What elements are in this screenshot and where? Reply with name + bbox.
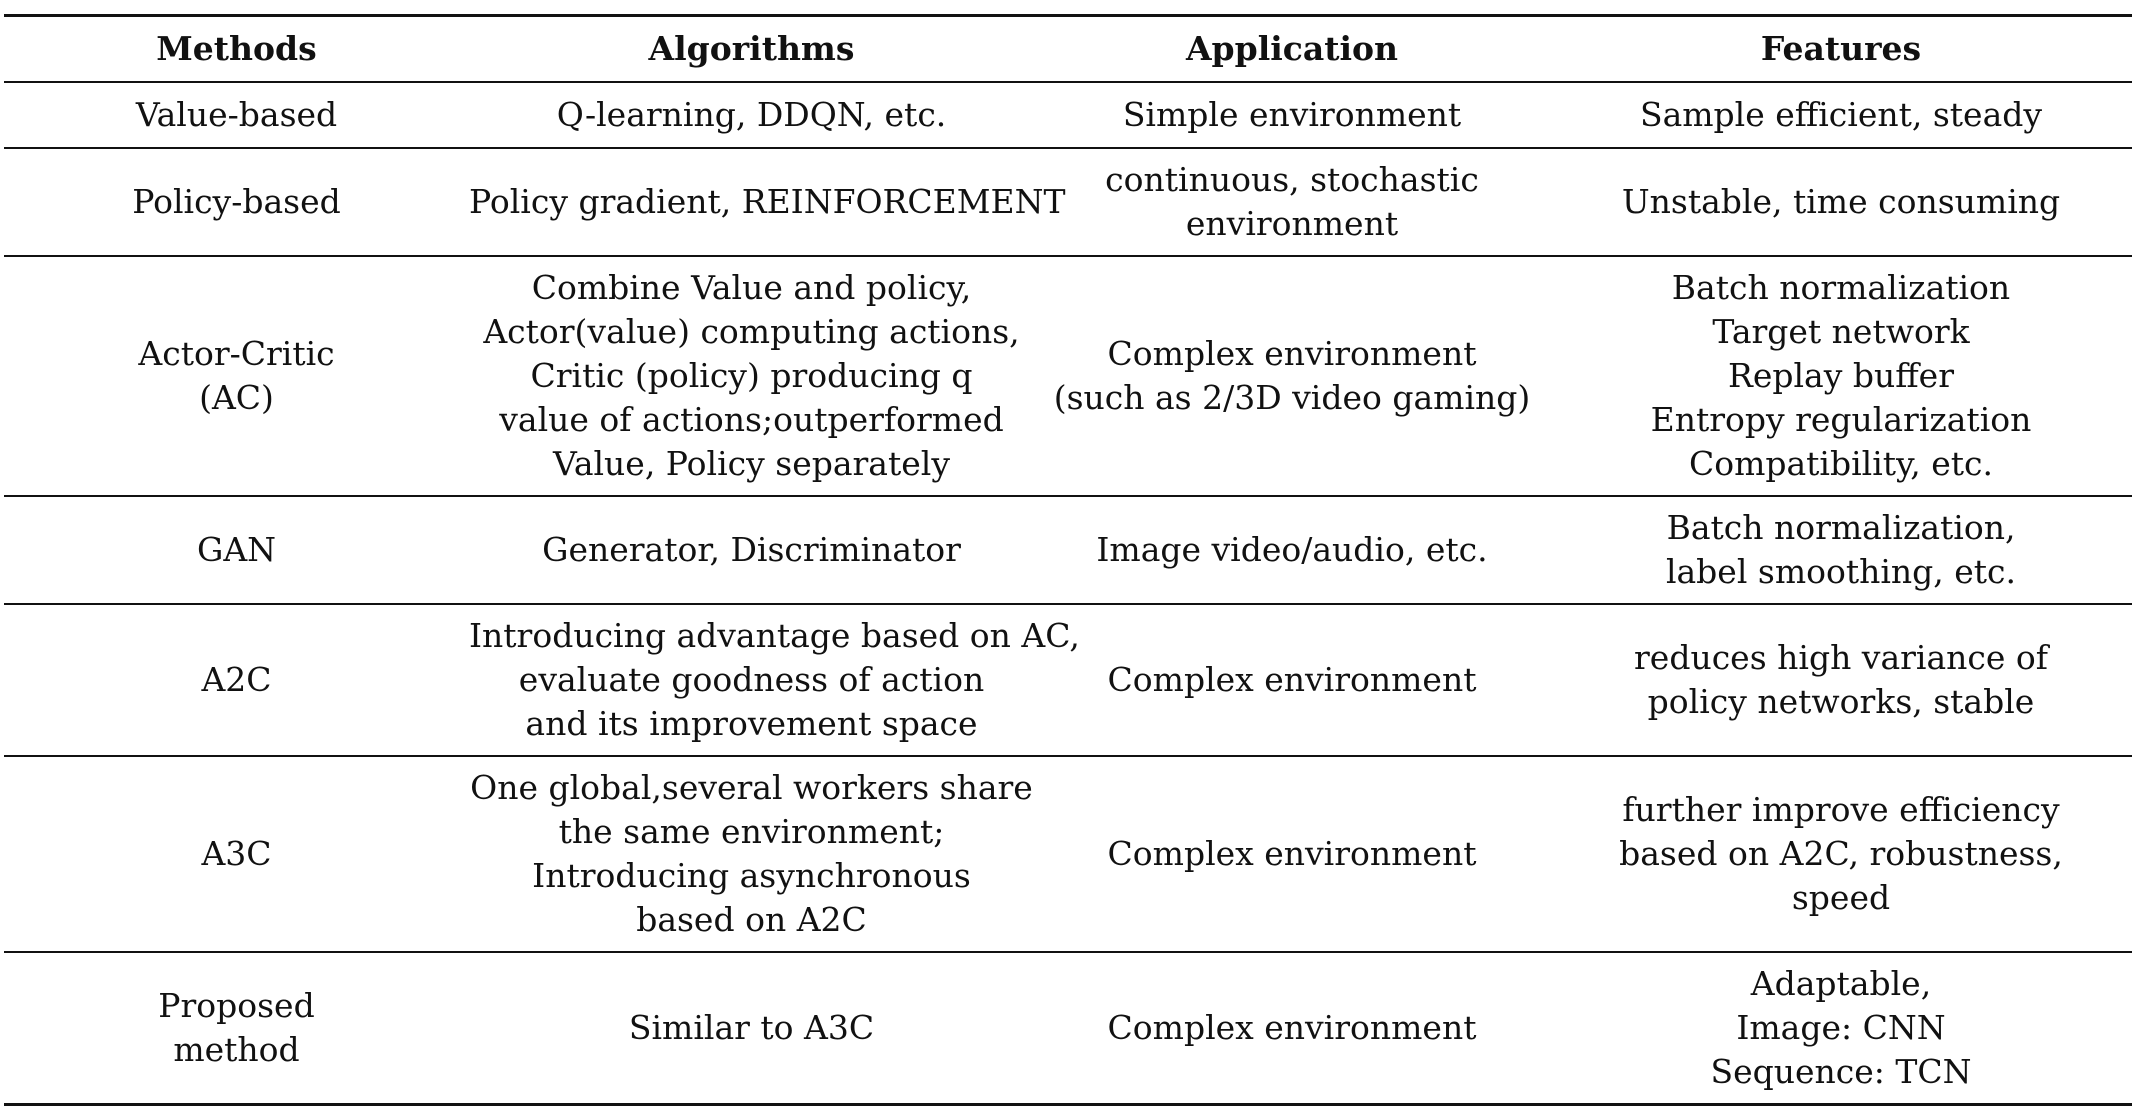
- cell-line: evaluate goodness of action: [518, 660, 985, 699]
- cell-line: further improve efficiency: [1622, 790, 2060, 829]
- algorithms-cell: [469, 256, 1034, 496]
- method-cell: [4, 604, 469, 756]
- cell-line: Similar to A3C: [628, 1008, 875, 1047]
- cell-line: Complex environment: [1107, 334, 1477, 373]
- cell-line: Policy-based: [132, 182, 341, 221]
- features-cell: [1550, 952, 2132, 1105]
- cell-line: GAN: [196, 530, 277, 569]
- application-cell: [1034, 148, 1550, 256]
- table-row: [4, 604, 2132, 756]
- cell-line: reduces high variance of: [1634, 638, 2048, 677]
- algorithms-cell: [469, 756, 1034, 952]
- application-cell: [1034, 756, 1550, 952]
- cell-line: Complex environment: [1107, 660, 1477, 699]
- table-row: [4, 148, 2132, 256]
- features-cell: [1550, 82, 2132, 148]
- cell-line: Introducing advantage based on AC,: [469, 616, 1080, 655]
- header-row: [4, 16, 2132, 83]
- cell-line: based on A2C, robustness,: [1619, 834, 2063, 873]
- cell-line: Proposed: [158, 986, 315, 1025]
- cell-line: continuous, stochastic: [1105, 160, 1479, 199]
- cell-line: A2C: [201, 660, 272, 699]
- cell-line: Compatibility, etc.: [1688, 444, 1994, 483]
- application-cell: [1034, 496, 1550, 604]
- cell-line: Replay buffer: [1728, 356, 1954, 395]
- cell-line: Actor(value) computing actions,: [483, 312, 1020, 351]
- algorithms-cell: [469, 496, 1034, 604]
- cell-line: Image video/audio, etc.: [1096, 530, 1488, 569]
- application-cell: [1034, 952, 1550, 1105]
- application-cell: [1034, 256, 1550, 496]
- cell-line: label smoothing, etc.: [1665, 552, 2017, 591]
- features-cell: [1550, 148, 2132, 256]
- cell-line: value of actions;outperformed: [499, 400, 1004, 439]
- cell-line: Target network: [1712, 312, 1970, 351]
- cell-line: Critic (policy) producing q: [530, 356, 973, 395]
- cell-line: One global,several workers share: [470, 768, 1033, 807]
- cell-line: Entropy regularization: [1650, 400, 2032, 439]
- table-row: [4, 756, 2132, 952]
- cell-line: A3C: [201, 834, 272, 873]
- cell-line: environment: [1185, 204, 1399, 243]
- cell-line: Adaptable,: [1750, 964, 1932, 1003]
- cell-line: Complex environment: [1107, 834, 1477, 873]
- cell-line: and its improvement space: [525, 704, 978, 743]
- features-cell: [1550, 604, 2132, 756]
- features-cell: [1550, 256, 2132, 496]
- cell-line: Generator, Discriminator: [542, 530, 961, 569]
- method-cell: [4, 952, 469, 1105]
- method-cell: [4, 82, 469, 148]
- cell-line: Combine Value and policy,: [531, 268, 972, 307]
- cell-line: Sequence: TCN: [1710, 1052, 1972, 1091]
- cell-line: Unstable, time consuming: [1621, 182, 2061, 221]
- header-application: Application: [1185, 29, 1399, 68]
- cell-line: (such as 2/3D video gaming): [1053, 378, 1531, 417]
- cell-line: speed: [1791, 878, 1891, 917]
- cell-line: Sample efficient, steady: [1639, 95, 2043, 134]
- header-algorithms: Algorithms: [648, 29, 855, 68]
- cell-line: Complex environment: [1107, 1008, 1477, 1047]
- cell-line: Batch normalization: [1671, 268, 2011, 307]
- table-row: [4, 256, 2132, 496]
- cell-line: Value, Policy separately: [553, 444, 950, 483]
- table-row: [4, 82, 2132, 148]
- header-methods: Methods: [156, 29, 317, 68]
- application-cell: [1034, 604, 1550, 756]
- cell-line: Introducing asynchronous: [532, 856, 971, 895]
- cell-line: Image: CNN: [1736, 1008, 1946, 1047]
- method-cell: [4, 256, 469, 496]
- method-cell: [4, 148, 469, 256]
- comparison-table-container: [4, 14, 2132, 1106]
- cell-line: Policy gradient, REINFORCEMENT: [469, 182, 1066, 221]
- cell-line: the same environment;: [558, 812, 945, 851]
- cell-line: Simple environment: [1122, 95, 1462, 134]
- table-row: [4, 952, 2132, 1105]
- cell-line: Actor-Critic: [138, 334, 335, 373]
- table-row: [4, 496, 2132, 604]
- algorithms-cell: [469, 148, 1066, 256]
- features-cell: [1550, 756, 2132, 952]
- cell-line: Batch normalization,: [1666, 508, 2016, 547]
- algorithms-cell: [469, 82, 1034, 148]
- algorithms-cell: [469, 952, 1034, 1105]
- algorithms-cell: [469, 604, 1080, 756]
- cell-line: based on A2C: [636, 900, 867, 939]
- cell-line: method: [173, 1030, 300, 1069]
- cell-line: Q-learning, DDQN, etc.: [556, 95, 947, 134]
- application-cell: [1034, 82, 1550, 148]
- features-cell: [1550, 496, 2132, 604]
- cell-line: Value-based: [135, 95, 338, 134]
- methods-comparison-table: [4, 14, 2132, 1106]
- header-features: Features: [1760, 29, 1922, 68]
- method-cell: [4, 496, 469, 604]
- cell-line: policy networks, stable: [1647, 682, 2035, 721]
- cell-line: (AC): [199, 378, 274, 417]
- method-cell: [4, 756, 469, 952]
